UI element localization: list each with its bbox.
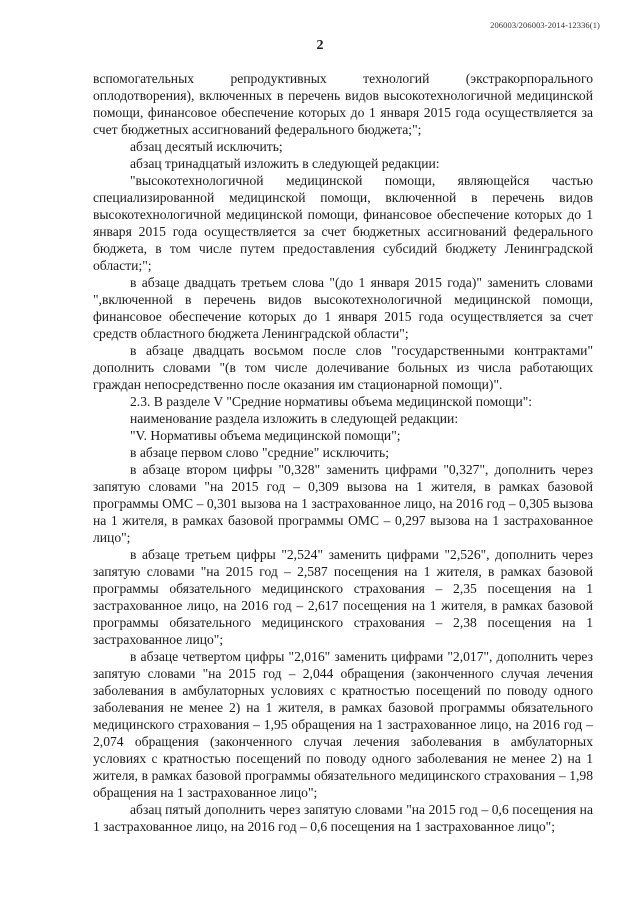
paragraph-3: абзац тринадцатый изложить в следующей редакции: <box>130 156 440 171</box>
paragraph-7: 2.3. В разделе V "Средние нормативы объема медицинской помощи": <box>130 394 533 409</box>
document-body <box>93 70 593 835</box>
paragraph-2: абзац десятый исключить; <box>130 139 283 154</box>
page-number: 2 <box>316 38 324 53</box>
paragraph-4: "высокотехнологичной медицинской помощи, являющейся частью специализированной медицинской помощи, включенной в перечень видов высокотехнологичной медицинской помощи, финансовое обеспечение которых до 1 января 2015 года осуществляется за счет бюджетных ассигнований федерального бюджета, в том числе путем предоставления субсидий бюджету Ленинградской области;"; <box>93 173 593 273</box>
paragraph-10: в абзаце первом слово "средние" исключить; <box>130 445 390 460</box>
paragraph-13: в абзаце четвертом цифры "2,016" заменить цифрами "2,017", дополнить через запятую словами "на 2015 год – 2,044 обращения (законченного случая лечения заболевания в амбулаторных условиях с кратностью посещений по поводу одного заболевания не менее 2) на 1 жителя, в рамках базовой программы обязательного медицинского страхования – 1,95 обращения на 1 застрахованное лицо, на 2016 год – 2,074 обращения (законченного случая лечения заболевания в амбулаторных условиях с кратностью посещений по поводу одного заболевания не менее 2) на 1 жителя, в рамках базовой программы обязательного медицинского страхования – 1,98 обращения на 1 застрахованное лицо"; <box>93 649 593 800</box>
paragraph-9: "V. Нормативы объема медицинской помощи"; <box>130 428 401 443</box>
paragraph-5: в абзаце двадцать третьем слова "(до 1 января 2015 года)" заменить словами ",включенной в перечень видов высокотехнологичной медицинской помощи, финансовое обеспечение которых до 1 января 2015 года осуществляется за счет средств областного бюджета Ленинградской области"; <box>93 275 593 341</box>
paragraph-6: в абзаце двадцать восьмом после слов "государственными контрактами" дополнить словами "(в том числе долечивание больных из числа работающих граждан непосредственно после оказания им стационарной помощи)". <box>93 343 593 392</box>
document-id: 206003/206003-2014-12336(1) <box>490 20 600 30</box>
paragraph-1: вспомогательных репродуктивных технологий (экстракорпорального оплодотворения), включенных в перечень видов высокотехнологичной медицинской помощи, финансовое обеспечение которых до 1 января 2015 года осуществляется за счет бюджетных ассигнований федерального бюджета;"; <box>93 71 593 137</box>
paragraph-8: наименование раздела изложить в следующей редакции: <box>130 411 459 426</box>
paragraph-11: в абзаце втором цифры "0,328" заменить цифрами "0,327", дополнить через запятую словами "на 2015 год – 0,309 вызова на 1 жителя, в рамках базовой программы ОМС – 0,301 вызова на 1 застрахованное лицо, на 2016 год – 0,305 вызова на 1 жителя, в рамках базовой программы ОМС – 0,297 вызова на 1 застрахованное лицо"; <box>93 462 593 545</box>
paragraph-14: абзац пятый дополнить через запятую словами "на 2015 год – 0,6 посещения на 1 застрахованное лицо, на 2016 год – 0,6 посещения на 1 застрахованное лицо"; <box>93 802 593 834</box>
paragraph-12: в абзаце третьем цифры "2,524" заменить цифрами "2,526", дополнить через запятую словами "на 2015 год – 2,587 посещения на 1 жителя, в рамках базовой программы обязательного медицинского страхования – 2,35 посещения на 1 застрахованное лицо, на 2016 год – 2,617 посещения на 1 жителя, в рамках базовой программы обязательного медицинского страхования – 2,38 посещения на 1 застрахованное лицо"; <box>93 547 593 647</box>
